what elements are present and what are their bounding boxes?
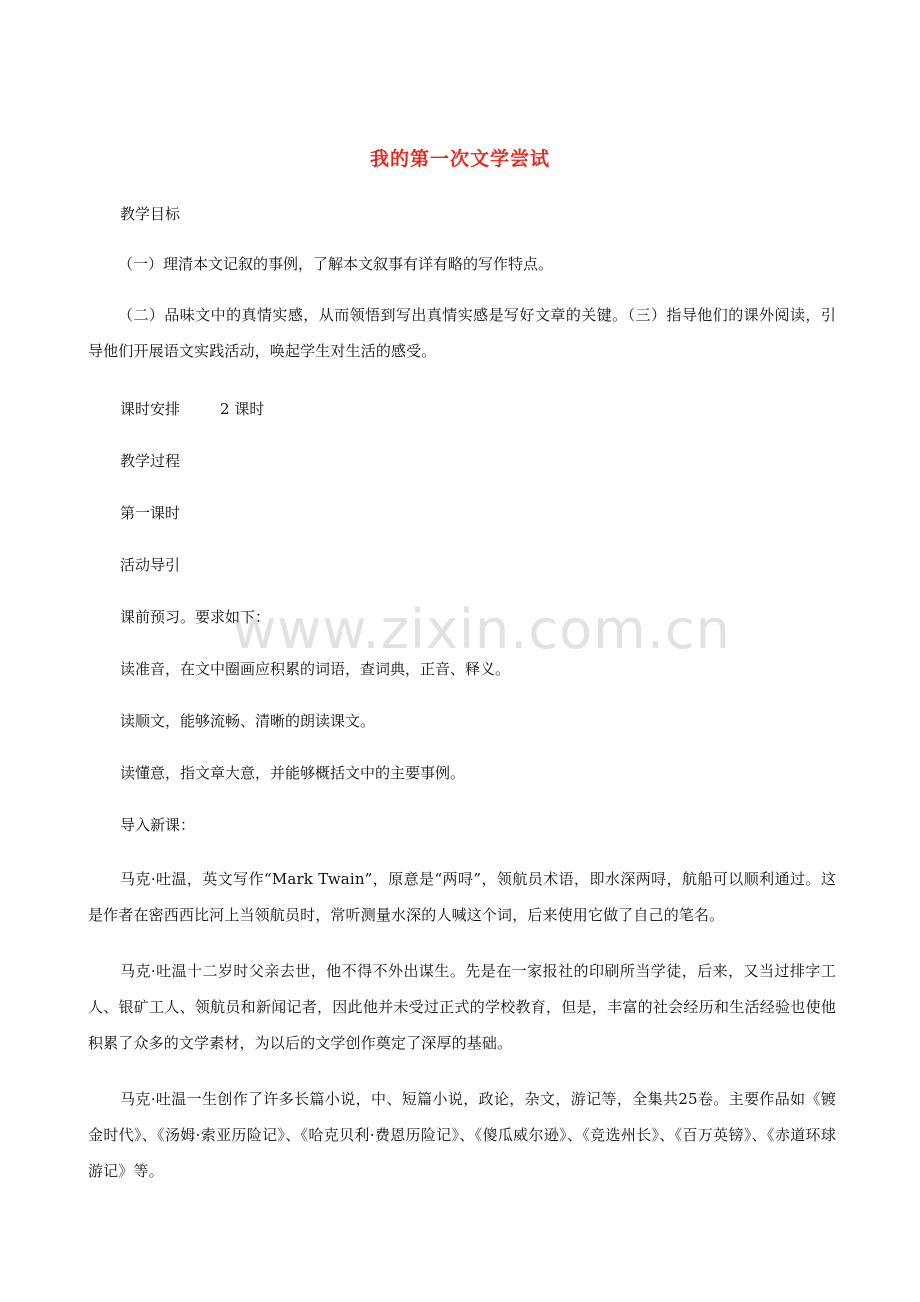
activity-guide-heading: 活动导引 — [120, 556, 181, 574]
preview-item-2: 读顺文，能够流畅、清晰的朗读课文。 — [120, 712, 376, 730]
document-title: 我的第一次文学尝试 — [369, 148, 550, 170]
schedule-value: 2 课时 — [220, 400, 265, 418]
objective-2: （二）品味文中的真情实感，从而领悟到写出真情实感是写好文章的关键。（三）指导他们的课外阅读，引导他们开展语文实践活动，唤起学生对生活的感受。 — [88, 306, 836, 360]
schedule-label: 课时安排 — [120, 400, 181, 418]
paragraph-mark-twain-life: 马克·吐温十二岁时父亲去世，他不得不外出谋生。先是在一家报社的印刷所当学徒，后来，又当过排字工人、银矿工人、领航员和新闻记者，因此他并未受过正式的学校教育，但是，丰富的社会经历和生活经验也使他积累了众多的文学素材，为以后的文学创作奠定了深厚的基础。 — [88, 962, 836, 1052]
lesson-1-heading: 第一课时 — [120, 504, 181, 522]
objectives-heading: 教学目标 — [120, 205, 181, 223]
preview-item-3: 读懂意，指文章大意，并能够概括文中的主要事例。 — [120, 764, 466, 782]
class-schedule — [120, 391, 836, 427]
preview-intro: 课前预习。要求如下： — [120, 608, 271, 626]
paragraph-mark-twain-name: 马克·吐温，英文写作“Mark Twain”，原意是“两㖊”，领航员术语，即水深两㖊，航船可以顺利通过。这是作者在密西西比河上当领航员时，常听测量水深的人喊这个词，后来使用它做了自己的笔名。 — [88, 870, 836, 924]
paragraph-mark-twain-works: 马克·吐温一生创作了许多长篇小说，中、短篇小说，政论，杂文，游记等，全集共25卷。主要作品如《镀金时代》、《汤姆·索亚历险记》、《哈克贝利·费恩历险记》、《傻瓜威尔逊》、《竞选州长》、《百万英镑》、《赤道环球游记》等。 — [88, 1090, 836, 1180]
watermark: www.zixin.com.cn — [232, 598, 731, 661]
new-lesson-heading: 导入新课： — [120, 816, 196, 834]
objective-1: （一）理清本文记叙的事例，了解本文叙事有详有略的写作特点。 — [118, 255, 554, 273]
process-heading: 教学过程 — [120, 452, 181, 470]
preview-item-1: 读准音，在文中圈画应积累的词语，查词典，正音、释义。 — [120, 660, 511, 678]
